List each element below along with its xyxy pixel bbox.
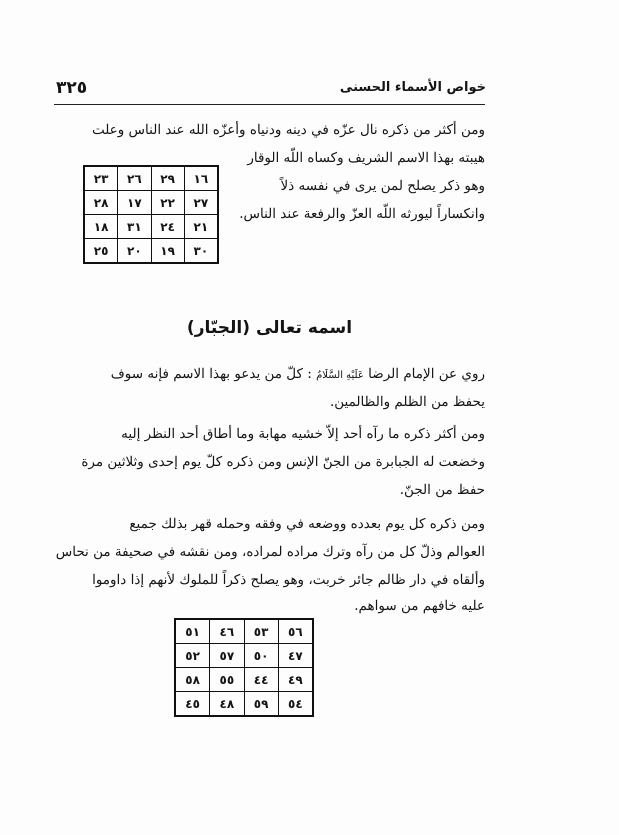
grid-cell: ٢٢ <box>151 191 184 215</box>
running-title: خواص الأسماء الحسنى <box>339 80 486 95</box>
grid-cell: ٥٨ <box>175 668 210 692</box>
grid-cell: ٤٦ <box>210 619 244 644</box>
paragraph-3-line4: عليه خافهم من سواهم. <box>354 598 485 614</box>
grid-cell: ٥٤ <box>278 692 313 717</box>
paragraph-1-line2: يحفظ من الظلم والظالمين. <box>329 394 485 410</box>
section1-line1: ومن أكثر من ذكره نال عزّه في دينه ودنياه وأعزّه الله عند الناس وعلت <box>91 122 485 138</box>
magic-square-2 <box>174 618 314 717</box>
grid-cell: ٤٤ <box>244 668 278 692</box>
paragraph-3-line3: وألقاه في دار ظالم جائر خربت، وهو يصلح ذكراً للملوك لأنهم إذا داوموا <box>92 572 485 588</box>
grid-cell: ٢٨ <box>84 191 118 215</box>
grid-cell: ١٦ <box>184 166 218 191</box>
grid-cell: ٤٩ <box>278 668 313 692</box>
paragraph-3-line2: العوالم وذلّ كل من رآه وترك مراده لمراده، ومن نقشه في صحيفة من نحاس <box>55 544 485 560</box>
paragraph-2-line3: حفظ من الجنّ. <box>399 482 485 498</box>
grid-cell: ١٩ <box>151 239 184 264</box>
table-row <box>84 166 218 191</box>
table-row <box>175 644 313 668</box>
grid-cell: ٢٧ <box>184 191 218 215</box>
grid-cell: ٢٩ <box>151 166 184 191</box>
grid-cell: ٢٥ <box>84 239 118 264</box>
magic-square-1 <box>83 165 219 264</box>
grid-cell: ٥٦ <box>278 619 313 644</box>
grid-cell: ٤٥ <box>175 692 210 717</box>
honorific-mark: عَلَيْهِ السَّلَامُ <box>316 370 364 381</box>
grid-cell: ٥٥ <box>210 668 244 692</box>
paragraph-2-line1: ومن أكثر ذكره ما رآه أحد إلاّ خشيه مهابة وما أطاق أحد النظر إليه <box>121 426 485 442</box>
section1-line2: هيبته بهذا الاسم الشريف وكساه اللّه الوقار <box>247 150 485 166</box>
grid-cell: ٢٦ <box>118 166 151 191</box>
grid-cell: ٢١ <box>184 215 218 239</box>
section1-line4: وانكساراً ليورثه اللّه العزّ والرفعة عند الناس. <box>239 206 485 222</box>
page-number: ٣٢٥ <box>56 78 88 98</box>
p1-text-b: : كلّ من يدعو بهذا الاسم فإنه سوف <box>110 366 312 382</box>
header-rule <box>54 104 485 105</box>
grid-cell: ٥٧ <box>210 644 244 668</box>
grid-cell: ٢٠ <box>118 239 151 264</box>
grid-cell: ١٨ <box>84 215 118 239</box>
table-row <box>175 619 313 644</box>
grid-cell: ١٧ <box>118 191 151 215</box>
paragraph-2-line2: وخضعت له الجبابرة من الجنّ الإنس ومن ذكره كلّ يوم إحدى وثلاثين مرة <box>81 454 485 470</box>
table-row <box>84 239 218 264</box>
section-heading: اسمه تعالى (الجبّار) <box>186 318 353 338</box>
grid-cell: ٤٧ <box>278 644 313 668</box>
grid-cell: ٥٢ <box>175 644 210 668</box>
grid-cell: ٥١ <box>175 619 210 644</box>
grid-cell: ٢٤ <box>151 215 184 239</box>
grid-cell: ٣١ <box>118 215 151 239</box>
grid-cell: ٥٩ <box>244 692 278 717</box>
paragraph-1-line1 <box>54 360 485 390</box>
table-row <box>175 668 313 692</box>
grid-cell: ٥٠ <box>244 644 278 668</box>
grid-cell: ٤٨ <box>210 692 244 717</box>
table-row <box>175 692 313 717</box>
p1-text-a: روي عن الإمام الرضا <box>368 366 485 382</box>
section1-line3: وهو ذكر يصلح لمن يرى في نفسه ذلاً <box>280 178 485 194</box>
table-row <box>84 215 218 239</box>
grid-cell: ٢٣ <box>84 166 118 191</box>
grid-cell: ٥٣ <box>244 619 278 644</box>
paragraph-3-line1: ومن ذكره كل يوم بعدده ووضعه في وفقه وحمله قهر بذلك جميع <box>129 516 485 532</box>
table-row <box>84 191 218 215</box>
grid-cell: ٣٠ <box>184 239 218 264</box>
